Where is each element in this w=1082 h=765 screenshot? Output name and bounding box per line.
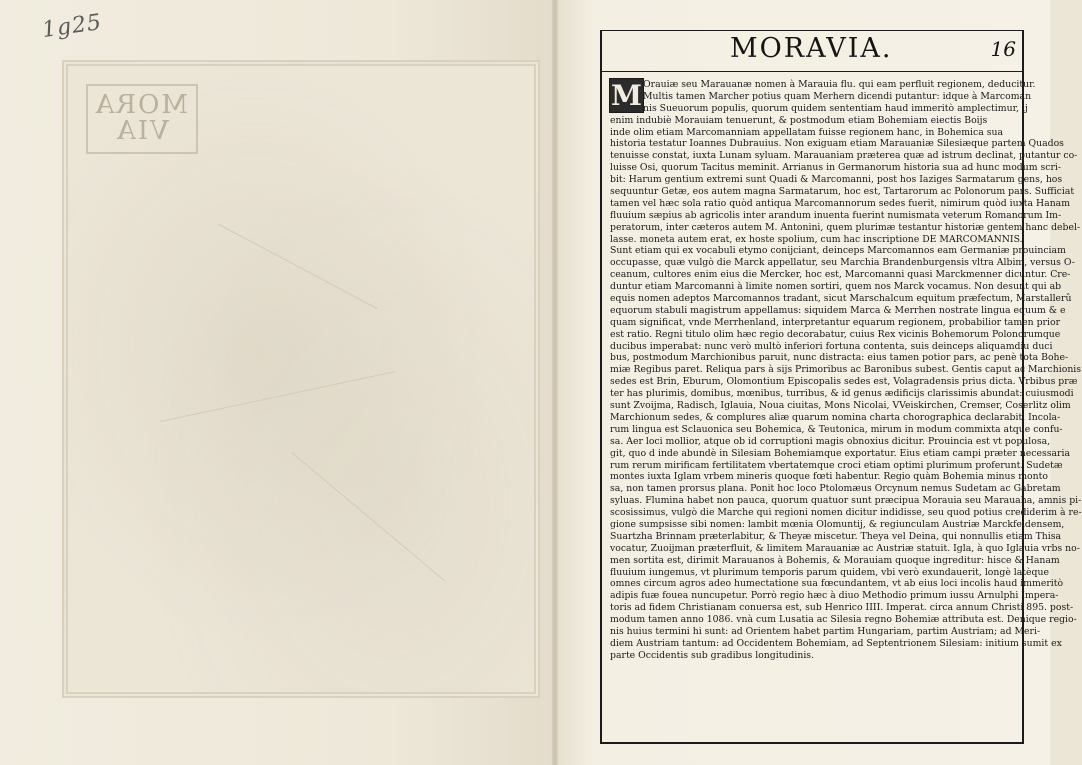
- text-line: syluas. Flumina habet non pauca, quorum quatuor sunt præcipua Morauia seu Marauaha, amnis pi-: [610, 495, 1082, 507]
- text-line: sedes est Brin, Eburum, Olomontium Episcopalis sedes est, Volagradensis prius dicta. Vrbibus præ: [610, 376, 1078, 388]
- ghost-cartouche: [86, 84, 198, 154]
- text-line: rum rerum mirificam fertilitatem vbertatemque croci etiam optimi plurimum proferunt. Sudetæ: [610, 459, 1063, 471]
- text-line: Marchionum sedes, & complures aliæ quarum nomina charta chorographica declarabit. Incola-: [610, 411, 1061, 423]
- text-line: luisse Osi, quorum Tacitus meminit. Arrianus in Germanorum historia sua ad hunc modum scri-: [610, 162, 1062, 174]
- text-line: enim indubiè Morauiam tenuerunt, & postmodum etiam Bohemiam eiectis Boijs: [610, 114, 988, 126]
- text-line: rum lingua est Sclauonica seu Bohemica, & Teutonica, mirum in modum commixta atque confu-: [610, 423, 1063, 435]
- text-line: adipis fuæ fouea nuncupetur. Porrò regio hæc à diuo Methodio primum iussu Arnulphi Impera-: [610, 590, 1059, 602]
- text-line: sequuntur Getæ, eos autem magna Sarmatarum, hoc est, Tartarorum ac Polonorum pars. Sufficiat: [610, 186, 1075, 198]
- text-line: inde olim etiam Marcomanniam appellatam fuisse regionem hanc, in Bohemica sua: [610, 126, 1004, 138]
- text-line: toris ad fidem Christianam conuersa est, sub Henrico IIII. Imperat. circa annum Christi 895. post-: [610, 602, 1074, 614]
- text-line: tenuisse constat, iuxta Lunam syluam. Marauaniam præterea quæ ad istrum declinat, putantur co-: [610, 150, 1078, 162]
- text-line: omnes circum agros adeo humectatione sua fœcundantem, vt ab eius loci incolis haud immeritò: [610, 578, 1064, 590]
- text-line: modum tamen anno 1086. vnà cum Lusatia ac Silesia regno Bohemiæ attributa est. Denique regio-: [610, 614, 1077, 626]
- text-line: nis Sueuorum populis, quorum quidem sententiam haud immeritò amplectimur, ij: [643, 102, 1028, 114]
- text-line: ceanum, cultores enim eius die Mercker, hoc est, Marcomanni quasi Marckmenner dicuntur. Cre-: [610, 269, 1071, 281]
- text-line: Orauiæ seu Marauanæ nomen à Marauia flu. qui eam perfluit regionem, deducitur.: [643, 79, 1036, 90]
- text-line: occupasse, quæ vulgò die Marck appellatur, seu Marchia Brandenburgensis vltra Albim, versus O-: [610, 257, 1075, 269]
- text-line: gione sumpsisse sibi nomen: lambit mœnia Olomuntij, & regiunculam Austriæ Marckfeldensem,: [610, 518, 1065, 530]
- text-frame: [600, 30, 1082, 744]
- handwritten-note: 1g25: [40, 9, 104, 44]
- text-line: nis huius termini hi sunt: ad Orientem habet partim Hungariam, partim Austriam; ad Meri-: [610, 625, 1041, 637]
- text-line: miæ Regibus paret. Reliqua pars à sijs Primoribus ac Baronibus subest. Gentis caput ac Marchionis: [610, 364, 1082, 376]
- ghost-title-line-2: VIA: [115, 116, 169, 146]
- ghost-map-title: [93, 90, 188, 146]
- text-line: Multis tamen Marcher potius quam Merhern dicendi putantur: idque à Marcoman: [643, 90, 1032, 102]
- header-rule: [602, 71, 1022, 72]
- text-line: ducibus imperabat: nunc verò multò inferiori fortuna contenta, suis deinceps aliquamdiu duci: [610, 340, 1053, 352]
- text-line: tamen vel hæc sola ratio quòd antiqua Marcomannorum sedes fuerit, nimirum quòd iuxta Hanam: [610, 197, 1071, 209]
- ghost-map-line: [161, 371, 396, 422]
- text-line: Suartzha Brinnam præterlabitur, & Theyæ miscetur. Theya vel Deina, qui nonnullis etiam Thisa: [610, 530, 1062, 542]
- text-line: bus, postmodum Marchionibus paruit, nunc distracta: eius tamen potior pars, ac penè tota Bohe-: [610, 352, 1069, 364]
- book-gutter: [552, 0, 558, 765]
- text-line: men sortita est, dirimit Marauanos à Bohemis, & Morauiam quoque ingreditur: hisce & Hanam: [610, 554, 1060, 566]
- text-line: diem Austriam tantum: ad Occidentem Bohemiam, ad Septentrionem Silesiam: initium sumit ex: [610, 637, 1062, 649]
- text-line: bit: Harum gentium extremi sunt Quadi & Marcomanni, post hos Iaziges Sarmatarum gens, hos: [610, 174, 1063, 186]
- body-text: [610, 79, 1082, 662]
- text-line: Sunt etiam qui ex vocabuli etymo conijciant, deinceps Marcomannos eam Germaniæ prouinciam: [610, 245, 1066, 257]
- ghost-map-line: [291, 452, 445, 581]
- text-line: git, quo d inde abundè in Silesiam Bohemiamque exportatur. Eius etiam campi præter necessaria: [610, 447, 1071, 459]
- ghost-map-line: [218, 224, 377, 309]
- text-line: duntur etiam Marcomanni à limite nomen sortiri, quem nos Marck vocamus. Non desunt qui ab: [610, 281, 1062, 293]
- show-through-map: [62, 60, 540, 698]
- text-line: fluuium sæpius ab agricolis inter arandum inuenta fuerint numismata veterum Romanorum Im-: [610, 209, 1062, 221]
- drop-cap: M: [611, 79, 642, 112]
- text-line: parte Occidentis sub gradibus longitudinis.: [610, 649, 815, 661]
- text-line: sunt Zvoijma, Radisch, Iglauia, Noua ciuitas, Mons Nicolai, VVeiskirchen, Cremser, Coserlitz olim: [610, 400, 1071, 412]
- text-line: equis nomen adeptos Marcomannos tradant, sicut Marschalcum equitum præfectum, Marstallerû: [610, 293, 1072, 305]
- text-line: montes iuxta Iglam vrbem mineris quoque fœti habentur. Regio quàm Bohemia minus monto: [610, 471, 1048, 483]
- text-line: historia testatur Ioannes Dubrauius. Non exiguam etiam Marauaniæ Silesiæque partem Quados: [610, 138, 1064, 150]
- text-line: equorum stabuli magistrum appellamus: siquidem Marca & Merrhen nostrate lingua equum & e: [610, 304, 1066, 316]
- text-line: scosissimus, vulgò die Marche qui regioni nomen dicitur indidisse, seu quod potius crediderim à re-: [610, 507, 1082, 519]
- ghost-title-line-1: MORA: [93, 90, 188, 120]
- text-line: lasse. moneta autem erat, ex hoste spolium, cum hac inscriptione DE MARCOMANNIS.: [610, 233, 1023, 245]
- text-line: ter has plurimis, domibus, mœnibus, turribus, & id genus ædificijs clarissimis abundat: cuiusmodi: [610, 388, 1074, 400]
- text-line: peratorum, inter cæteros autem M. Antonini, quem plurimæ testantur historiæ gentem hanc debel-: [610, 221, 1081, 233]
- text-line: sa. Aer loci mollior, atque ob id corruptioni magis obnoxius dicitur. Prouincia est vt populosa,: [610, 435, 1051, 447]
- text-line: vocatur, Zuoijman præterfluit, & limitem Marauaniæ ac Austriæ statuit. Igla, à quo Iglauia vrbs no-: [610, 542, 1080, 554]
- page-number: 16: [990, 37, 1016, 61]
- text-line: est ratio. Regni titulo olim hæc regio decorabatur, cuius Rex vicinis Bohemorum Polonorumque: [610, 328, 1061, 340]
- text-line: quam significat, vnde Merrhenland, interpretantur equarum regionem, probabilior tamen prior: [610, 316, 1061, 328]
- text-line: fluuium iungemus, vt plurimum temporis parum quidem, vbi verò exundauerit, longè latèque: [610, 566, 1049, 578]
- text-line: sa, non tamen prorsus plana. Ponit hoc loco Ptolomæus Orcynum nemus Sudetam ac Gabretam: [610, 483, 1061, 495]
- page-title: MORAVIA.: [730, 33, 893, 64]
